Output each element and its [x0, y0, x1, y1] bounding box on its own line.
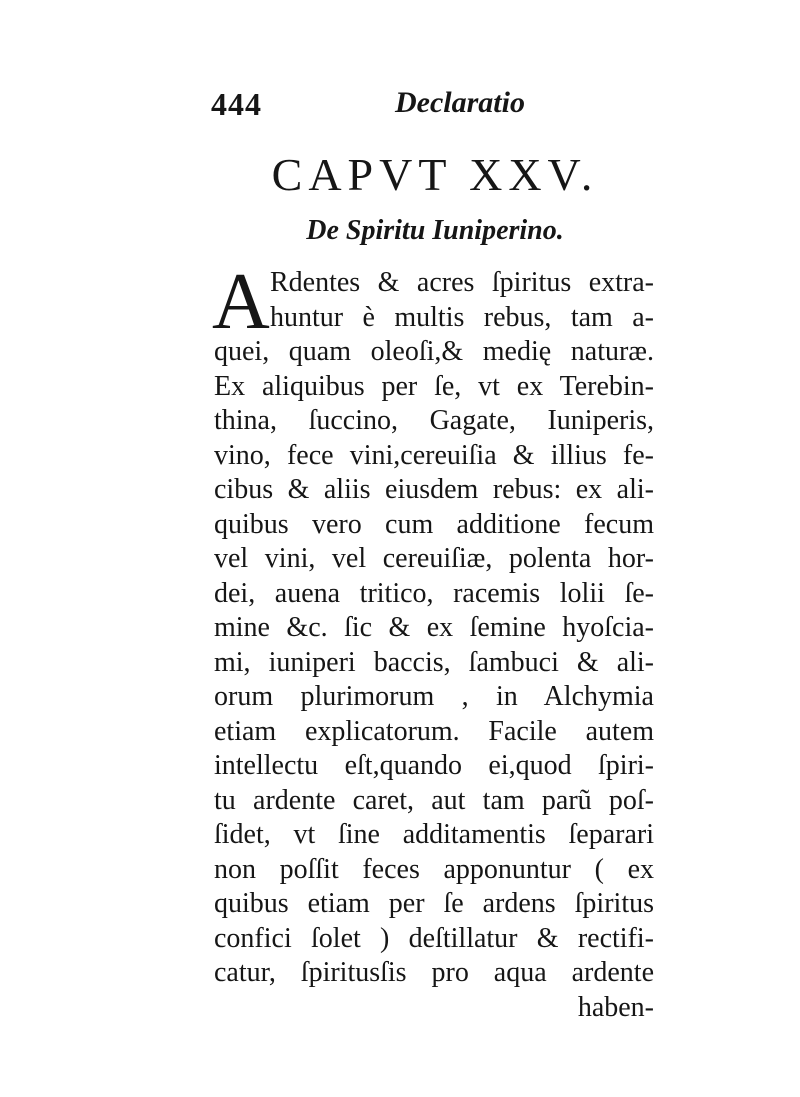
drop-cap: A — [212, 258, 270, 346]
page-number: 444 — [211, 86, 262, 122]
text-line: quibus vero cum additione fecum — [214, 508, 654, 540]
text-line: mi, iuniperi baccis, ſambuci & ali- — [214, 646, 654, 678]
text-line: orum plurimorum , in Alchymia — [214, 681, 654, 712]
text-line: Ex aliquibus per ſe, vt ex Terebin- — [214, 370, 654, 402]
text-line: thina, ſuccino, Gagate, Iuniperis, — [214, 405, 654, 436]
text-line: tu ardente caret, aut tam parũ poſ- — [214, 784, 654, 816]
text-line: etiam explicatorum. Facile autem — [214, 715, 654, 747]
text-line: non poſſit feces apponuntur ( ex — [214, 853, 654, 885]
body-text — [214, 266, 654, 1025]
running-head — [205, 80, 545, 126]
text-line: mine &c. ſic & ex ſemine hyoſcia- — [214, 612, 654, 643]
text-line: confici ſolet ) deſtillatur & rectifi- — [214, 922, 654, 954]
text-line: quibus etiam per ſe ardens ſpiritus — [214, 888, 654, 919]
chapter-title: CAPVT XXV. — [271, 149, 599, 200]
catchword: haben- — [577, 991, 654, 1023]
text-line: catur, ſpiritusſis pro aqua ardente — [214, 957, 654, 988]
running-title: Declaratio — [395, 86, 525, 119]
text-line: huntur è multis rebus, tam a- — [270, 301, 654, 333]
text-line: vel vini, vel cereuiſiæ, polenta hor- — [214, 543, 654, 574]
text-line: dei, auena tritico, racemis lolii ſe- — [214, 577, 654, 609]
chapter-subtitle: De Spiritu Iuniperino. — [306, 215, 564, 246]
text-line: ſidet, vt ſine additamentis ſeparari — [214, 819, 654, 850]
text-line: Rdentes & acres ſpiritus extra- — [270, 267, 654, 298]
text-line: intellectu eſt,quando ei,quod ſpiri- — [214, 750, 654, 781]
text-line: vino, fece vini,cereuiſia & illius fe- — [214, 439, 654, 471]
text-line: cibus & aliis eiusdem rebus: ex ali- — [214, 474, 654, 505]
text-line: quei, quam oleoſi,& medię naturæ. — [214, 336, 654, 367]
